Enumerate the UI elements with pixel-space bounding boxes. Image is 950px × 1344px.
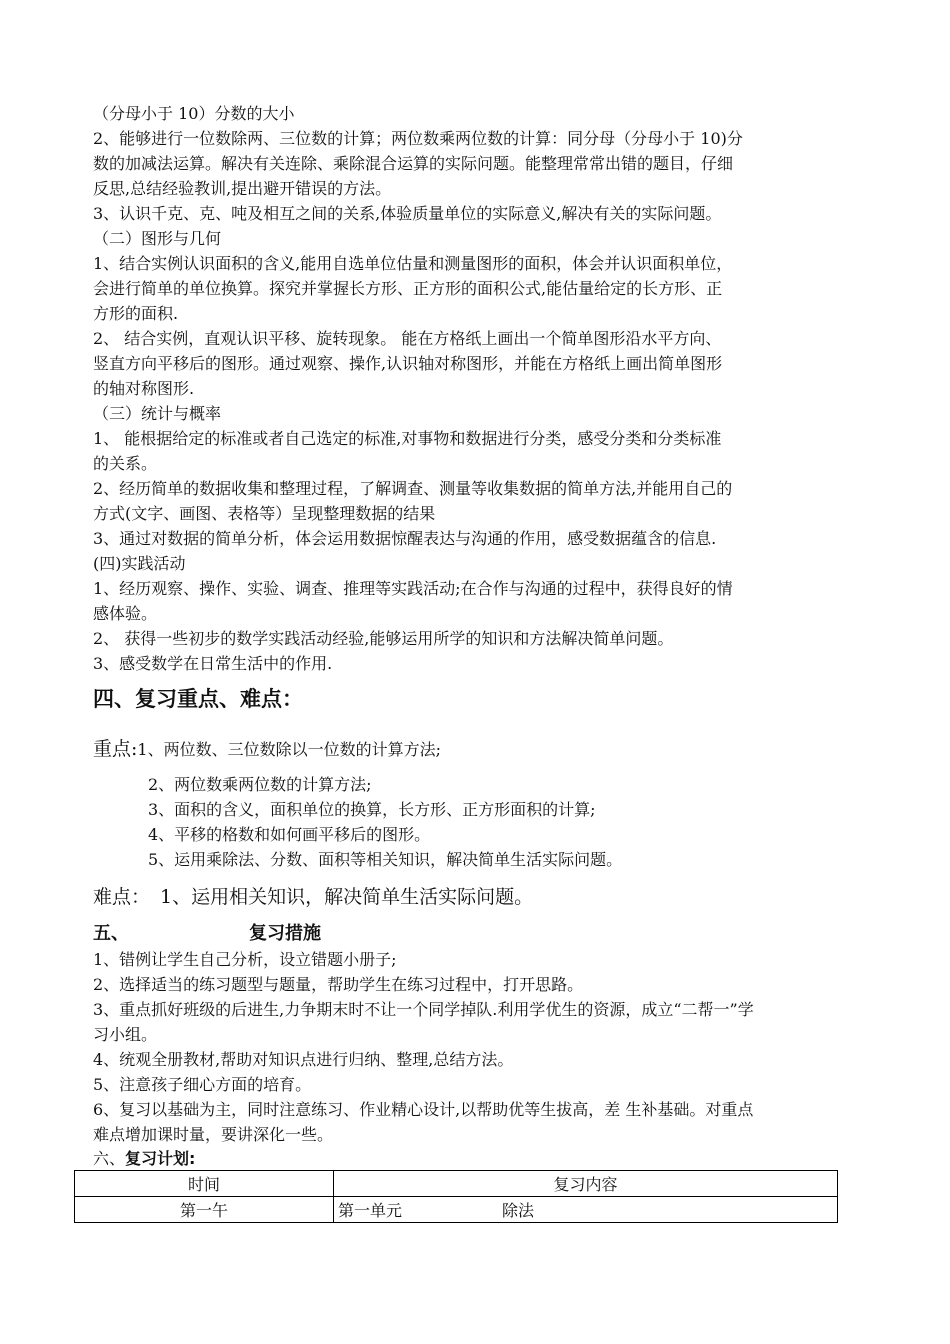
- key-point: 5、运用乘除法、分数、面积等相关知识，解决简单生活实际问题。: [148, 850, 623, 869]
- text-line: 反思,总结经验教训,提出避开错误的方法。: [93, 179, 392, 198]
- text-line: 2、 获得一些初步的数学实践活动经验,能够运用所学的知识和方法解决简单问题。: [93, 629, 674, 648]
- section-heading: [93, 1146, 195, 1171]
- text-line: 3、感受数学在日常生活中的作用.: [93, 654, 333, 673]
- difficult-point: 1、运用相关知识，解决简单生活实际问题。: [160, 886, 534, 908]
- text-line: （分母小于 10）分数的大小: [93, 104, 295, 123]
- section-heading: 四、复习重点、难点：: [93, 687, 303, 711]
- key-points-label: 重点:: [93, 738, 138, 760]
- table-header-cell: 复习内容: [334, 1171, 838, 1197]
- table-cell-topic: 除法: [502, 1201, 535, 1220]
- key-point: 4、平移的格数和如何画平移后的图形。: [148, 825, 431, 844]
- key-point: 3、面积的含义，面积单位的换算，长方形、正方形面积的计算;: [148, 800, 596, 819]
- table-header-row: [75, 1171, 838, 1197]
- measure-item: 4、统观全册教材,帮助对知识点进行归纳、整理,总结方法。: [93, 1050, 514, 1069]
- text-line: 方式(文字、画图、表格等）呈现整理数据的结果: [93, 504, 436, 523]
- measure-item: 5、注意孩子细心方面的培育。: [93, 1075, 312, 1094]
- measure-item-cont: 习小组。: [93, 1025, 158, 1044]
- section-title: 复习措施: [249, 923, 321, 944]
- key-point: 2、两位数乘两位数的计算方法;: [148, 775, 372, 794]
- section-heading: [93, 921, 321, 947]
- text-line: 1、 能根据给定的标准或者自己选定的标准,对事物和数据进行分类，感受分类和分类标准: [93, 429, 722, 448]
- table-row: [75, 1197, 838, 1223]
- difficult-points-label: 难点：: [93, 886, 151, 908]
- measure-item-cont: 难点增加课时量，要讲深化一些。: [93, 1125, 334, 1144]
- subsection-heading: （三）统计与概率: [93, 404, 222, 423]
- review-plan-table: [74, 1170, 838, 1223]
- text-line: 2、经历简单的数据收集和整理过程，了解调查、测量等收集数据的简单方法,并能用自己的: [93, 479, 733, 498]
- section-title: 复习计划:: [125, 1149, 196, 1168]
- key-points-line: [93, 735, 441, 764]
- text-line: 感体验。: [93, 604, 158, 623]
- measure-item: 6、复习以基础为主，同时注意练习、作业精心设计,以帮助优等生拔高，差 生补基础。对重点: [93, 1100, 754, 1119]
- measure-item: 3、重点抓好班级的后进生,力争期末时不让一个同学掉队.利用学优生的资源，成立“二帮一”学: [93, 1000, 754, 1019]
- table-cell: [334, 1197, 838, 1223]
- text-line: 1、结合实例认识面积的含义,能用自选单位估量和测量图形的面积，体会并认识面积单位，: [93, 254, 733, 273]
- subsection-heading: （二）图形与几何: [93, 229, 222, 248]
- text-line: 3、通过对数据的简单分析，体会运用数据惊醒表达与沟通的作用，感受数据蕴含的信息.: [93, 529, 717, 548]
- section-number: 六、: [93, 1149, 126, 1168]
- measure-item: 1、错例让学生自己分析，设立错题小册子;: [93, 950, 397, 969]
- text-line: 竖直方向平移后的图形。通过观察、操作,认识轴对称图形，并能在方格纸上画出简单图形: [93, 354, 723, 373]
- subsection-heading: (四)实践活动: [93, 554, 186, 573]
- text-line: 2、能够进行一位数除两、三位数的计算；两位数乘两位数的计算：同分母（分母小于 10)分: [93, 129, 743, 148]
- key-point: 1、两位数、三位数除以一位数的计算方法;: [137, 740, 441, 759]
- table-cell: 第一午: [75, 1197, 334, 1223]
- text-line: 3、认识千克、克、吨及相互之间的关系,体验质量单位的实际意义,解决有关的实际问题。: [93, 204, 722, 223]
- text-line: 方形的面积.: [93, 304, 179, 323]
- text-line: 2、 结合实例，直观认识平移、旋转现象。 能在方格纸上画出一个简单图形沿水平方向、: [93, 329, 722, 348]
- table-header-cell: 时间: [75, 1171, 334, 1197]
- text-line: 1、经历观察、操作、实验、调查、推理等实践活动;在合作与沟通的过程中，获得良好的情: [93, 579, 733, 598]
- text-line: 会进行简单的单位换算。探究并掌握长方形、正方形的面积公式,能估量给定的长方形、正: [93, 279, 723, 298]
- text-line: 的关系。: [93, 454, 158, 473]
- table-cell-unit: 第一单元: [338, 1201, 403, 1220]
- measure-item: 2、选择适当的练习题型与题量，帮助学生在练习过程中，打开思路。: [93, 975, 584, 994]
- difficult-points-line: [93, 883, 533, 911]
- text-line: 数的加减法运算。解决有关连除、乘除混合运算的实际问题。能整理常常出错的题目，仔细: [93, 154, 734, 173]
- section-number: 五、: [93, 923, 129, 944]
- text-line: 的轴对称图形.: [93, 379, 195, 398]
